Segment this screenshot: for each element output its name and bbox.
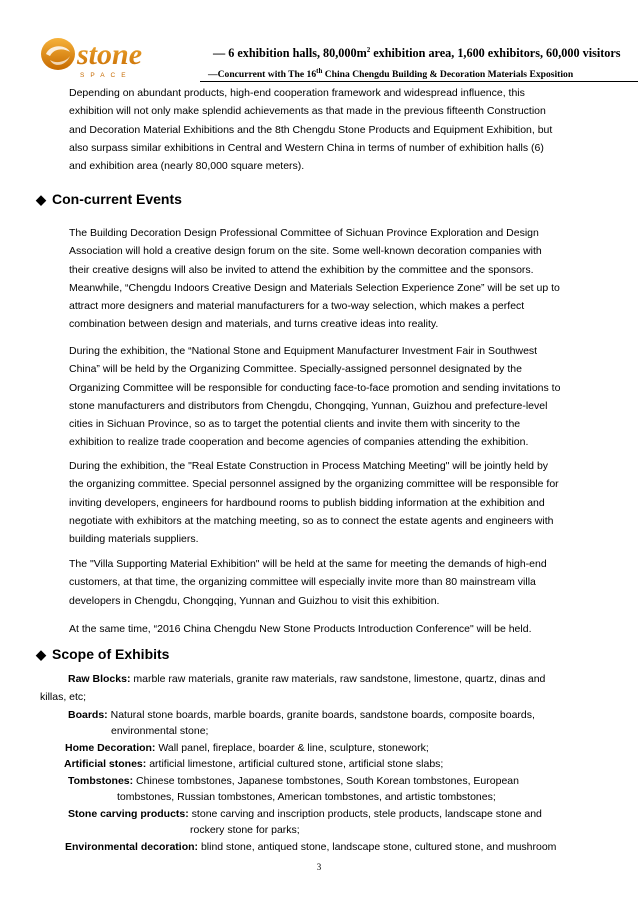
concurrent-paragraph-4: The "Villa Supporting Material Exhibition" will be held at the same for meeting the demands of high-end customers, at that time, the organizing committee will especially invite more than 80 mainstream villa developers in Chengdu, Chongqing, Yunnan and Guizhou to visit this exhibition. [69, 558, 547, 607]
scope-raw-blocks: Raw Blocks: marble raw materials, granite raw materials, raw sandstone, limestone, quartz, dinas and [68, 673, 546, 685]
header-tagline-2: —Concurrent with The 16th China Chengdu Building & Decoration Materials Exposition [208, 67, 574, 81]
diamond-bullet-icon: ◆ [36, 647, 46, 662]
scope-tombstones: Tombstones: Chinese tombstones, Japanese tombstones, South Korean tombstones, European [68, 775, 519, 787]
concurrent-paragraph-2: During the exhibition, the “National Stone and Equipment Manufacturer Investment Fair in Southwest China” will be held by the Organizing Committee. Specially-assigned personnel designated by the Organizing Committee will be responsible for conducting face-to-face promotion and sending invitations to stone manufacturers and distributors from Chengdu, Chongqing, Yunnan, Guizhou and prefecture-level cities in Sichuan Province, so as to target the potential clients and invite them with sincerity to the exhibition to realize trade cooperation and become agencies of companies attending the exhibition. [69, 345, 561, 449]
header-rule [200, 81, 638, 82]
logo-subtext: SPACE [80, 72, 132, 79]
diamond-bullet-icon: ◆ [36, 192, 46, 207]
page-number: 3 [316, 862, 322, 872]
page-header [40, 34, 621, 82]
scope-environmental-decoration: Environmental decoration: blind stone, antiqued stone, landscape stone, cultured stone, and mushroom [65, 841, 557, 853]
intro-paragraph: Depending on abundant products, high-end cooperation framework and widespread influence, this exhibition will not only make splendid achievements as that made in the previous fifteenth Construction and Decoration Material Exhibitions and the 8th Chengdu Stone Products and Equipment Exhibition, but also surpass similar exhibitions in Central and Western China in terms of number of exhibition halls (6) and exhibition area (nearly 80,000 square meters). [69, 87, 553, 173]
header-tagline-1: — 6 exhibition halls, $80,000m^2$ exhibition area, 1,600 exhibitors, 60,000 visitors [213, 46, 621, 61]
section-heading-scope: ◆ Scope of Exhibits [36, 646, 170, 662]
scope-home-decoration: Home Decoration: Wall panel, fireplace, boarder & line, sculpture, stonework; [65, 742, 429, 754]
concurrent-paragraph-3: During the exhibition, the "Real Estate Construction in Process Matching Meeting" will be jointly held by the organizing committee. Special personnel assigned by the organizing committee will be responsible for inviting developers, engineers for hardbound rooms to publish bidding information at the exhibition and negotiate with exhibitors at the matching meeting, so as to connect the estate agents and engineers with building materials suppliers. [69, 460, 559, 546]
stone-logo [40, 34, 190, 80]
concurrent-paragraph-5: At the same time, “2016 China Chengdu New Stone Products Introduction Conference" will be held. [69, 623, 532, 635]
concurrent-paragraph-1: The Building Decoration Design Professional Committee of Sichuan Province Exploration and Design Association will hold a creative design forum on the site. Some well-known decoration companies with their creative designs will also be invited to attend the exhibition by the committee and the sponsors. Meanwhile, “Chengdu Indoors Creative Design and Materials Selection Experience Zone” will be set up to attract more designers and material manufacturers for a two-way selection, which makes a perfect combination between design and materials, and turns creative ideas into reality. [69, 227, 560, 331]
scope-boards-cont: environmental stone; [111, 725, 209, 737]
scope-stone-carving: Stone carving products: stone carving and inscription products, stele products, landscape stone and [68, 808, 542, 820]
scope-raw-blocks-cont: killas, etc; [40, 691, 87, 703]
scope-artificial-stones: Artificial stones: artificial limestone, artificial cultured stone, artificial stone slabs; [64, 758, 444, 770]
scope-stone-carving-cont: rockery stone for parks; [190, 824, 300, 836]
scope-tombstones-cont: tombstones, Russian tombstones, American tombstones, and artistic tombstones; [117, 791, 496, 803]
section-heading-concurrent: ◆ Con-current Events [36, 191, 182, 207]
logo-wordmark: stone [77, 38, 143, 71]
scope-boards: Boards: Natural stone boards, marble boards, granite boards, sandstone boards, composite boards, [68, 709, 535, 721]
